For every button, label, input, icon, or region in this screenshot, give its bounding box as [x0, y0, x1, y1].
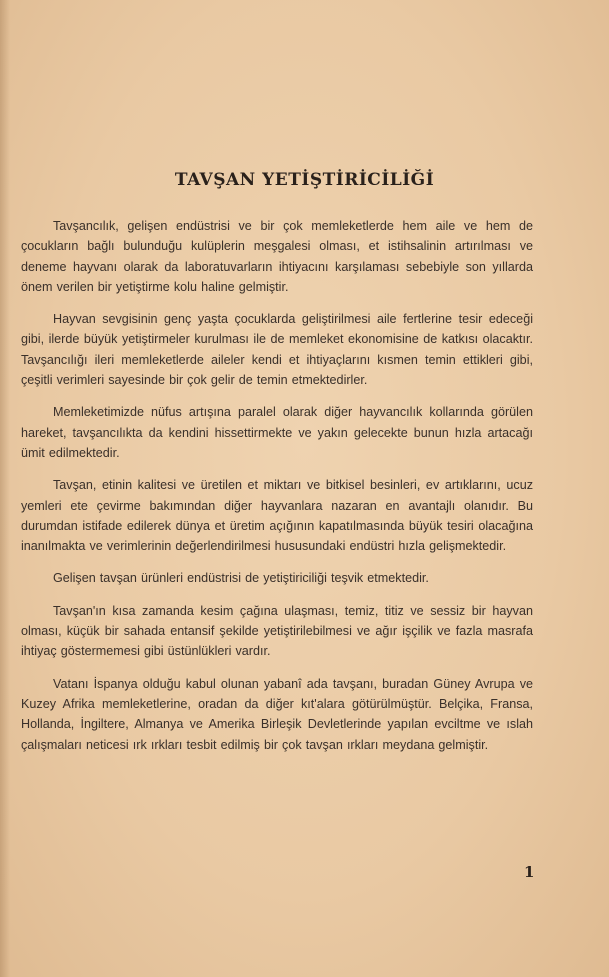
- paragraph-5: Gelişen tavşan ürünleri endüstrisi de yetiştiriciliği teşvik etmektedir.: [53, 571, 429, 586]
- paragraph-7: Vatanı İspanya olduğu kabul olunan yabanî ada tavşanı, buradan Güney Avrupa ve Kuzey Afrika memleketlerine, oradan da diğer kıt'alara götürülmüştür. Belçika, Fransa, Hollanda, İngiltere, Almanya ve Amerika Birleşik Devletlerinde yapılan evciltme ve ıslah çalışmaları neticesi ırk ırkları tesbit edilmiş bir çok tavşan ırkları meydana gelmiştir.: [21, 676, 533, 752]
- paragraph-4: Tavşan, etinin kalitesi ve üretilen et miktarı ve bitkisel besinleri, ev artıklarını, ucuz yemleri ete çevirme bakımından diğer hayvanlara nazaran en avantajlı olanıdır. Bu durumdan istifade edilerek dünya et üretim açığının kapatılmasında büyük tesiri olacağına inanılmakta ve verimlerinin değerlendirilmesi hususundaki endüstri hızla gelişmektedir.: [21, 478, 533, 554]
- page-number: 1: [524, 863, 535, 881]
- paragraph-1: Tavşancılık, gelişen endüstrisi ve bir çok memleketlerde hem aile ve hem de çocukların bağlı bulunduğu kulüplerin meşgalesi olması, et istihsalinin artırılması ve deneme hayvanı olarak da laboratuvarların ihtiyacını karşılaması sebebiyle son yıllarda önem verilen bir yetiştirme kolu haline gelmiştir.: [21, 219, 533, 294]
- page-title: TAVŞAN YETİŞTİRİCİLİĞİ: [174, 170, 435, 190]
- paragraph-6: Tavşan'ın kısa zamanda kesim çağına ulaşması, temiz, titiz ve sessiz bir hayvan olması, küçük bir sahada entansif şekilde yetiştirilebilmesi ve ağır işçilik ve fazla masrafa ihtiyaç göstermemesi gibi üstünlükleri vardır.: [21, 603, 533, 659]
- paragraph-2: Hayvan sevgisinin genç yaşta çocuklarda geliştirilmesi aile fertlerine tesir edeceği gibi, ilerde büyük yetiştirmeler kurulması ile de memleket ekonomisine de katkısı olacaktır. Tavşancılığı ileri memleketlerde aileler kendi et ihtiyaçlarını kısmen temin ettikleri gibi, çeşitli verimleri sayesinde bir çok gelir de temin etmektedirler.: [21, 312, 533, 388]
- page-body: [21, 216, 533, 767]
- paragraph-3: Memleketimizde nüfus artışına paralel olarak diğer hayvancılık kollarında görülen hareket, tavşancılıkta da kendini hissettirmekte ve yakın gelecekte bunun hızla artacağı ümit edilmektedir.: [21, 405, 533, 460]
